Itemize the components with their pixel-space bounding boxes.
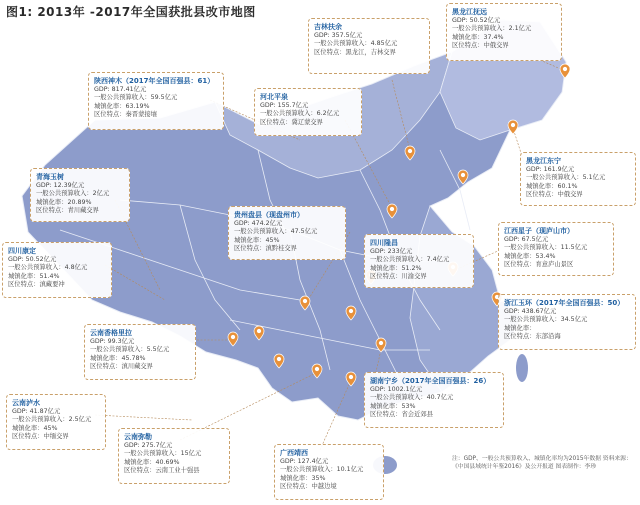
card-name: 广西靖西	[280, 449, 308, 457]
card-budget: 一般公共预算收入：5.5亿元	[90, 346, 170, 354]
card-sichuan-longchang	[364, 234, 474, 288]
card-urban: 城镇化率：53.4%	[504, 252, 556, 260]
card-sichuan-kangding	[2, 242, 112, 298]
card-hebei-pingquan	[254, 88, 362, 136]
card-gdp: GDP: 474.2亿元	[234, 220, 283, 227]
card-budget: 一般公共预算收入：2.1亿元	[452, 25, 532, 33]
card-urban: 城镇化率：	[504, 324, 536, 332]
card-urban: 城镇化率：37.4%	[452, 33, 504, 41]
card-urban: 城镇化率：53%	[370, 402, 416, 410]
card-qinghai-yushu	[30, 168, 130, 222]
card-jiangxi-xingzi	[498, 222, 614, 276]
card-location: 区位特点：中越边境	[280, 483, 337, 491]
card-urban: 城镇化率：20.89%	[36, 198, 92, 206]
card-gdp: GDP: 50.52亿元	[452, 17, 501, 24]
card-shaanxi-shenmu	[88, 72, 224, 130]
card-budget: 一般公共预算收入：5.1亿元	[526, 174, 606, 182]
card-location: 区位特点：中俄交界	[526, 191, 583, 199]
card-guizhou-panxian	[228, 206, 346, 260]
card-gdp: GDP: 99.3亿元	[90, 338, 135, 345]
card-location: 区位特点：东部沿海	[504, 333, 561, 341]
card-budget: 一般公共预算收入：10.1亿元	[280, 466, 364, 474]
card-guangxi-jingxi	[274, 444, 384, 500]
card-name: 黑龙江抚远	[452, 8, 487, 16]
card-budget: 一般公共预算收入：4.85亿元	[314, 40, 398, 48]
card-gdp: GDP: 41.87亿元	[12, 408, 61, 415]
card-location: 区位特点：黑龙江，吉林交界	[314, 48, 396, 56]
card-budget: 一般公共预算收入：4.8亿元	[8, 264, 88, 272]
card-urban: 城镇化率：63.19%	[94, 102, 150, 110]
card-name: 四川康定	[8, 247, 36, 255]
card-gdp: GDP: 1002.1亿元	[370, 386, 423, 393]
card-budget: 一般公共预算收入：6.2亿元	[260, 110, 340, 118]
card-location: 区位特点：中缅交界	[12, 433, 69, 441]
card-gdp: GDP: 12.39亿元	[36, 182, 85, 189]
card-location: 区位特点：滇黔桂交界	[234, 245, 297, 253]
card-gdp: GDP: 275.7亿元	[124, 442, 173, 449]
card-yunnan-lushui	[6, 394, 106, 450]
card-name: 江西星子（现庐山市）	[504, 227, 574, 235]
card-heilongjiang-dongning	[520, 152, 636, 206]
card-location: 区位特点：川渝交界	[370, 273, 427, 281]
card-name: 贵州盘县（现盘州市）	[234, 211, 304, 219]
card-yunnan-shangrila	[84, 324, 196, 380]
card-gdp: GDP: 161.9亿元	[526, 166, 575, 173]
card-budget: 一般公共预算收入：34.5亿元	[504, 316, 588, 324]
card-budget: 一般公共预算收入：11.5亿元	[504, 244, 588, 252]
card-budget: 一般公共预算收入：2亿元	[36, 190, 110, 198]
card-name: 云南泸水	[12, 399, 40, 407]
card-yunnan-mile	[118, 428, 230, 484]
source-note: 注：GDP、一般公共预算收入、城镇化率均为2015年数据 资料来源：《中国县域统计年鉴2016》及公开报道 图表制作：李珍	[452, 456, 632, 471]
card-gdp: GDP: 155.7亿元	[260, 102, 309, 109]
card-name: 青海玉树	[36, 173, 64, 181]
card-urban: 城镇化率：51.4%	[8, 272, 60, 280]
card-name: 河北平泉	[260, 93, 288, 101]
card-budget: 一般公共预算收入：7.4亿元	[370, 256, 450, 264]
card-zhejiang-yuhuan	[498, 294, 636, 350]
card-gdp: GDP: 438.67亿元	[504, 308, 557, 315]
card-gdp: GDP: 50.52亿元	[8, 256, 57, 263]
map-title: 图1: 2013年 -2017年全国获批县改市地图	[6, 5, 256, 19]
card-name: 陕西神木（2017年全国百强县：61）	[94, 77, 215, 85]
card-urban: 城镇化率：45%	[12, 424, 58, 432]
card-gdp: GDP: 817.41亿元	[94, 86, 147, 93]
card-urban: 城镇化率：35%	[280, 474, 326, 482]
card-location: 区位特点：滇藏要冲	[8, 281, 65, 289]
card-jilin-fuyu	[308, 18, 430, 74]
card-gdp: GDP: 67.5亿元	[504, 236, 549, 243]
card-location: 区位特点：秦晋蒙接壤	[94, 111, 157, 119]
card-name: 湖南宁乡（2017年全国百强县：26）	[370, 377, 491, 385]
card-urban: 城镇化率：60.1%	[526, 182, 578, 190]
card-budget: 一般公共预算收入：47.5亿元	[234, 228, 318, 236]
card-name: 吉林扶余	[314, 23, 342, 31]
card-location: 区位特点：中俄交界	[452, 42, 509, 50]
card-location: 区位特点：冀辽蒙交界	[260, 118, 323, 126]
card-gdp: GDP: 357.5亿元	[314, 32, 363, 39]
card-location: 区位特点：滇川藏交界	[90, 363, 153, 371]
card-urban: 城镇化率：45.78%	[90, 354, 146, 362]
card-budget: 一般公共预算收入：2.5亿元	[12, 416, 92, 424]
card-budget: 一般公共预算收入：40.7亿元	[370, 394, 454, 402]
card-urban: 城镇化率：40.69%	[124, 458, 180, 466]
card-heilongjiang-fuyuan	[446, 3, 562, 61]
card-location: 区位特点：省会近郊县	[370, 411, 433, 419]
taiwan-island	[516, 354, 528, 382]
card-urban: 城镇化率：51.2%	[370, 264, 422, 272]
card-urban: 城镇化率：45%	[234, 236, 280, 244]
card-budget: 一般公共预算收入：59.5亿元	[94, 94, 178, 102]
card-location: 区位特点：育意庐山景区	[504, 261, 574, 269]
card-name: 四川隆昌	[370, 239, 398, 247]
card-name: 黑龙江东宁	[526, 157, 561, 165]
card-budget: 一般公共预算收入：15亿元	[124, 450, 202, 458]
card-name: 云南香格里拉	[90, 329, 132, 337]
card-name: 浙江玉环（2017年全国百强县：50）	[504, 299, 625, 307]
card-name: 云南弥勒	[124, 433, 152, 441]
card-gdp: GDP: 127.4亿元	[280, 458, 329, 465]
card-location: 区位特点：云南工业十强县	[124, 467, 200, 475]
card-hunan-ningxiang	[364, 372, 504, 428]
card-gdp: GDP: 233亿元	[370, 248, 413, 255]
card-location: 区位特点：青川藏交界	[36, 207, 99, 215]
